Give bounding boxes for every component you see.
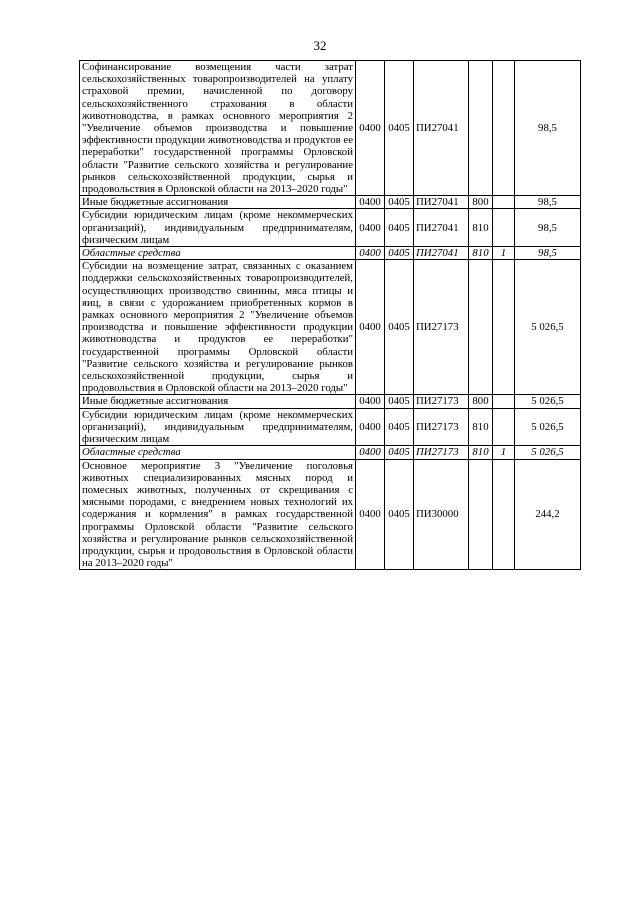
row-funding-source [493, 395, 515, 408]
row-expense-type [469, 260, 493, 395]
row-expense-type: 810 [469, 209, 493, 247]
row-funding-source [493, 260, 515, 395]
table-row [80, 446, 581, 459]
row-amount: 98,5 [515, 196, 581, 209]
row-amount: 5 026,5 [515, 260, 581, 395]
row-target-article: ПИ30000 [414, 459, 469, 570]
page-number: 32 [313, 38, 327, 53]
table-row [80, 408, 581, 446]
row-subsection-code: 0405 [385, 395, 414, 408]
row-target-article: ПИ27041 [414, 196, 469, 209]
row-target-article: ПИ27173 [414, 260, 469, 395]
row-target-article: ПИ27173 [414, 395, 469, 408]
table-row [80, 395, 581, 408]
row-amount: 5 026,5 [515, 408, 581, 446]
row-subsection-code: 0405 [385, 446, 414, 459]
row-subsection-code: 0405 [385, 247, 414, 260]
row-target-article: ПИ27173 [414, 408, 469, 446]
row-name: Иные бюджетные ассигнования [80, 395, 356, 408]
row-amount: 98,5 [515, 247, 581, 260]
row-name: Основное мероприятие 3 "Увеличение поголовья животных специализированных мясных пород и помесных животных, полученных от скрещивания с мясными породами, с внедрением новых технологий их содержания и кормления" в рамках государственной программы Орловской области "Развитие сельского хозяйства и регулирование рынков сельскохозяйственной продукции, сырья и продовольствия в Орловской области на 2013–2020 годы" [80, 459, 356, 570]
table-row [80, 459, 581, 570]
row-name: Софинансирование возмещения части затрат сельскохозяйственных товаропроизводителей на уплату страховой премии, начисленной по договору сельскохозяйственного страхования в области животноводства, в рамках основного мероприятия 2 "Увеличение объемов производства и повышение эффективности продукции животноводства и продуктов ее переработки" государственной программы Орловской области "Развитие сельского хозяйства и регулирование рынков сельскохозяйственной продукции, сырья и продовольствия в Орловской области на 2013–2020 годы" [80, 61, 356, 196]
row-name: Субсидии на возмещение затрат, связанных с оказанием поддержки сельскохозяйственных товаропроизводителей, осуществляющих производство свинины, мяса птицы и яиц, в связи с удорожанием приобретенных кормов в рамках основного мероприятия 2 "Увеличение объемов производства и повышение эффективности продукции животноводства и продуктов ее переработки" государственной программы Орловской области "Развитие сельского хозяйства и регулирование рынков сельскохозяйственной продукции, сырья и продовольствия в Орловской области на 2013–2020 годы" [80, 260, 356, 395]
row-funding-source: 1 [493, 247, 515, 260]
row-subsection-code: 0405 [385, 408, 414, 446]
row-section-code: 0400 [356, 196, 385, 209]
row-section-code: 0400 [356, 408, 385, 446]
row-section-code: 0400 [356, 395, 385, 408]
budget-table [79, 60, 581, 570]
row-amount: 98,5 [515, 209, 581, 247]
row-subsection-code: 0405 [385, 209, 414, 247]
row-funding-source: 1 [493, 446, 515, 459]
row-name: Областные средства [80, 247, 356, 260]
row-funding-source [493, 61, 515, 196]
row-target-article: ПИ27041 [414, 61, 469, 196]
row-section-code: 0400 [356, 209, 385, 247]
table-row [80, 260, 581, 395]
row-amount: 5 026,5 [515, 446, 581, 459]
table-row [80, 196, 581, 209]
row-subsection-code: 0405 [385, 196, 414, 209]
row-target-article: ПИ27041 [414, 209, 469, 247]
row-name: Субсидии юридическим лицам (кроме некоммерческих организаций), индивидуальным предпринимателям, физическим лицам [80, 408, 356, 446]
row-funding-source [493, 459, 515, 570]
row-section-code: 0400 [356, 459, 385, 570]
row-name: Областные средства [80, 446, 356, 459]
row-subsection-code: 0405 [385, 260, 414, 395]
row-expense-type [469, 61, 493, 196]
row-section-code: 0400 [356, 260, 385, 395]
row-section-code: 0400 [356, 446, 385, 459]
row-expense-type: 800 [469, 196, 493, 209]
row-expense-type: 810 [469, 446, 493, 459]
row-subsection-code: 0405 [385, 61, 414, 196]
row-funding-source [493, 209, 515, 247]
row-expense-type: 800 [469, 395, 493, 408]
row-amount: 244,2 [515, 459, 581, 570]
row-expense-type [469, 459, 493, 570]
table-row [80, 209, 581, 247]
row-amount: 5 026,5 [515, 395, 581, 408]
row-expense-type: 810 [469, 247, 493, 260]
row-section-code: 0400 [356, 247, 385, 260]
row-section-code: 0400 [356, 61, 385, 196]
row-subsection-code: 0405 [385, 459, 414, 570]
row-amount: 98,5 [515, 61, 581, 196]
row-target-article: ПИ27173 [414, 446, 469, 459]
row-expense-type: 810 [469, 408, 493, 446]
table-row [80, 247, 581, 260]
row-funding-source [493, 408, 515, 446]
row-name: Субсидии юридическим лицам (кроме некоммерческих организаций), индивидуальным предпринимателям, физическим лицам [80, 209, 356, 247]
row-funding-source [493, 196, 515, 209]
table-row [80, 61, 581, 196]
row-name: Иные бюджетные ассигнования [80, 196, 356, 209]
row-target-article: ПИ27041 [414, 247, 469, 260]
